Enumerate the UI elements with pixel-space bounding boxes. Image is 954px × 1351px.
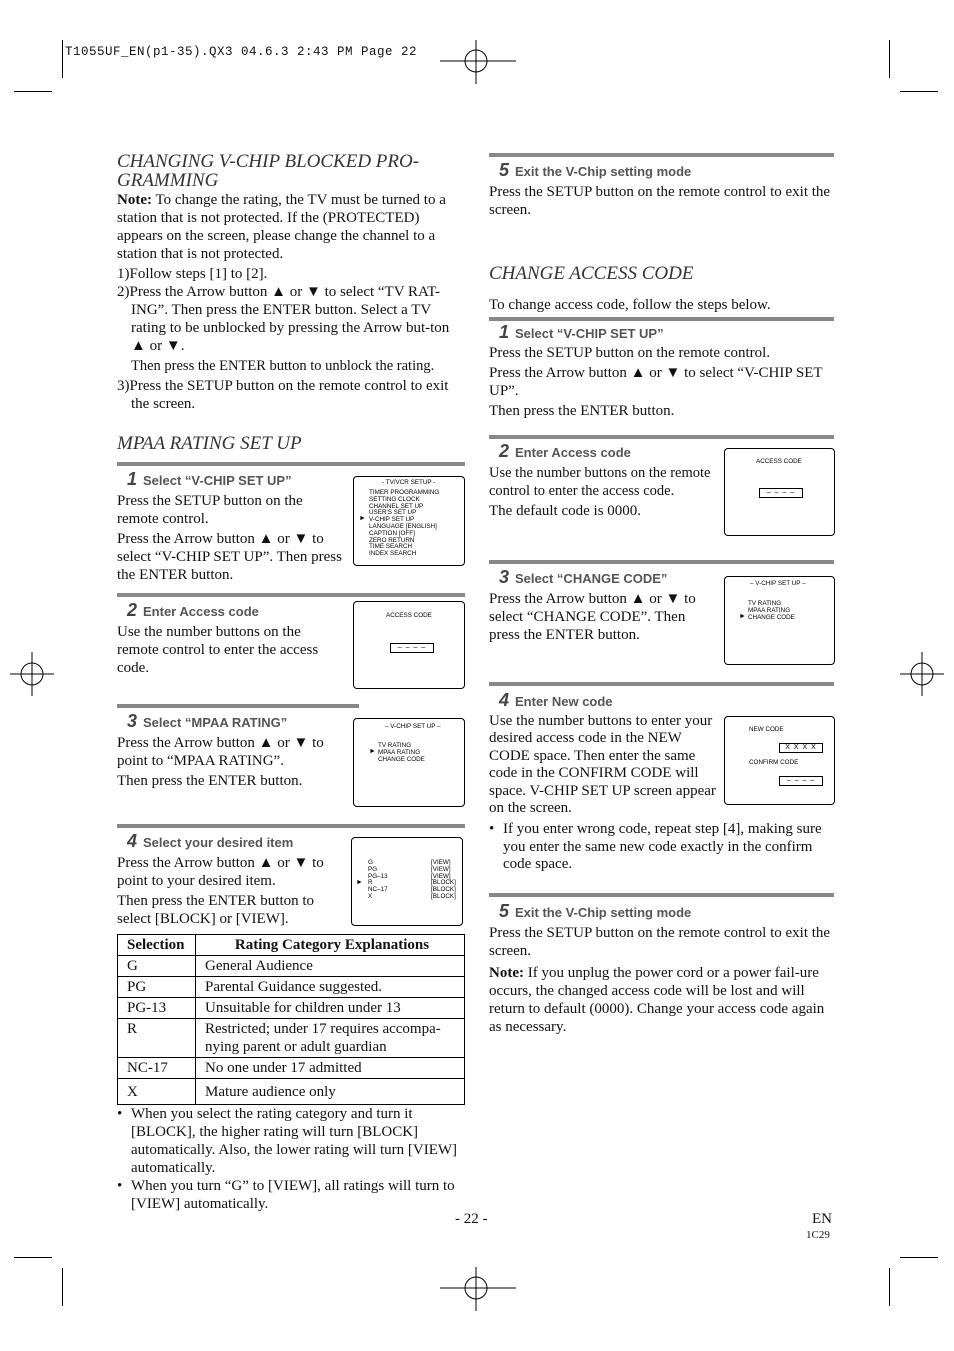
access-code-field: – – – – bbox=[759, 488, 803, 498]
mpaa-step1-bar bbox=[117, 462, 465, 466]
table-header-row: Selection Rating Category Explanations bbox=[118, 935, 465, 956]
change-step4-notes bbox=[489, 821, 834, 874]
rating-category-table bbox=[117, 934, 465, 1105]
change-note: Note: If you unplug the power cord or a power fail-ure occurs, the changed access code will be lost and will return to default (0000). Change your access code again as necessary. bbox=[489, 965, 825, 1035]
change-step1-text: Press the SETUP button on the remote control. Press the Arrow button ▲ or ▼ to select “V-CHIP SET UP”. Then press the ENTER button. bbox=[489, 345, 823, 419]
table-row: G General Audience bbox=[118, 956, 465, 977]
mpaa-step2-bar bbox=[117, 593, 465, 597]
mpaa-heading: MPAA RATING SET UP bbox=[117, 433, 302, 454]
changing-note: Note: To change the rating, the TV must be turned to a station that is not protected. If the (PROTECTED) appears on the screen, please change the channel to a station that is not protected. bbox=[117, 192, 446, 262]
table-row: R Restricted; under 17 requires accompa-nying parent or adult guardian bbox=[118, 1019, 465, 1058]
change-step5-bar bbox=[489, 893, 834, 897]
change-step2-text: Use the number buttons on the remote control to enter the access code. The default code is 0000. bbox=[489, 465, 711, 519]
cursor-arrow-icon: ► bbox=[359, 515, 366, 522]
change-step3-title: 3 Select “CHANGE CODE” bbox=[499, 567, 668, 587]
change-step3-bar bbox=[489, 560, 834, 564]
cursor-arrow-icon: ► bbox=[739, 613, 746, 620]
rating-notes-list bbox=[117, 1105, 465, 1213]
change-code-intro: To change access code, follow the steps below. bbox=[489, 297, 771, 313]
mpaa-step1-title: 1 Select “V-CHIP SET UP” bbox=[127, 469, 292, 489]
file-header: T1055UF_EN(p1-35).QX3 04.6.3 2:43 PM Page 22 bbox=[65, 45, 418, 59]
list-item: • When you turn “G” to [VIEW], all ratings will turn to [VIEW] automatically. bbox=[117, 1177, 465, 1213]
change-step1-bar bbox=[489, 317, 834, 321]
rating-values: [VIEW] [VIEW] [VIEW] [BLOCK] [BLOCK] [BLOCK] bbox=[431, 859, 456, 900]
changing-step-2b: Then press the ENTER button to unblock the rating. bbox=[131, 358, 435, 374]
change-step5-text: Press the SETUP button on the remote control to exit the screen. Note: If you unplug the power cord or a power fail-ure occurs, the changed access code will be lost and will return to default (0000). Change your access code again as necessary. bbox=[489, 924, 834, 1036]
table-row: PG-13 Unsuitable for children under 13 bbox=[118, 998, 465, 1019]
change-step4-title: 4 Enter New code bbox=[499, 690, 613, 710]
change-step2-bar bbox=[489, 435, 834, 439]
table-row: X Mature audience only bbox=[118, 1079, 465, 1105]
registration-mark-top bbox=[440, 40, 516, 84]
changing-step-1: 1)Follow steps [1] to [2]. bbox=[117, 266, 268, 282]
changing-step-2: 2)Press the Arrow button ▲ or ▼ to select “TV RAT-ING”. Then press the ENTER button. Select a TV rating to be unblocked by pressing the Arrow but-ton ▲ or ▼. bbox=[117, 284, 450, 354]
change-code-heading: CHANGE ACCESS CODE bbox=[489, 263, 694, 284]
language-label: EN bbox=[812, 1211, 832, 1227]
mpaa-step4-title: 4 Select your desired item bbox=[127, 831, 294, 851]
mpaa-step2-text: Use the number buttons on the remote control to enter the access code. bbox=[117, 624, 319, 676]
document-code: 1C29 bbox=[806, 1229, 830, 1241]
change-step4-text: Use the number buttons to enter your desired access code in the NEW CODE space. Then enter the same code in the CONFIRM CODE will space. V-CHIP SET UP screen appear on the screen. bbox=[489, 713, 716, 817]
changing-heading: CHANGING V-CHIP BLOCKED PRO- GRAMMING bbox=[117, 151, 420, 191]
mpaa-step2-title: 2 Enter Access code bbox=[127, 600, 259, 620]
changing-section bbox=[117, 191, 465, 413]
change-step3-text: Press the Arrow button ▲ or ▼ to select “CHANGE CODE”. Then press the ENTER button. bbox=[489, 591, 696, 643]
new-code-screen: NEW CODE X X X X CONFIRM CODE – – – – bbox=[724, 716, 835, 805]
rating-labels: G PG PG–13 R NC–17 X bbox=[368, 859, 388, 900]
changing-step-3: 3)Press the SETUP button on the remote control to exit the screen. bbox=[117, 378, 449, 412]
mpaa-step3-text: Press the Arrow button ▲ or ▼ to point to “MPAA RATING”. Then press the ENTER button. bbox=[117, 735, 324, 789]
setup-menu-list: TIMER PROGRAMMING SETTING CLOCK CHANNEL SET UP USER'S SET UP V-CHIP SET UP LANGUAGE [ENGLISH] CAPTION [OFF] ZERO RETURN TIME SEARCH INDEX SEARCH bbox=[369, 489, 440, 558]
mpaa-step3-title: 3 Select “MPAA RATING” bbox=[127, 711, 288, 731]
setup-menu-screen: - TV/VCR SETUP - TIMER PROGRAMMING SETTING CLOCK CHANNEL SET UP USER'S SET UP V-CHIP SET UP LANGUAGE [ENGLISH] CAPTION [OFF] ZERO RETURN TIME SEARCH INDEX SEARCH ► bbox=[353, 476, 465, 566]
registration-mark-bottom bbox=[440, 1267, 516, 1311]
access-code-screen-left: ACCESS CODE – – – – bbox=[353, 601, 465, 689]
mpaa-step3-bar bbox=[117, 704, 359, 708]
change-step1-title: 1 Select “V-CHIP SET UP” bbox=[499, 322, 664, 342]
mpaa-step4-text: Press the Arrow button ▲ or ▼ to point to your desired item. Then press the ENTER button to select [BLOCK] or [VIEW]. bbox=[117, 855, 324, 927]
access-code-screen-right: ACCESS CODE – – – – bbox=[724, 448, 835, 536]
mpaa-step4-bar bbox=[117, 824, 465, 828]
page-number: - 22 - bbox=[455, 1211, 488, 1227]
change-step4-bar bbox=[489, 682, 834, 686]
table-row: PG Parental Guidance suggested. bbox=[118, 977, 465, 998]
list-item: • If you enter wrong code, repeat step [4], making sure you enter the same new code exactly in the confirm code space. bbox=[489, 821, 834, 874]
list-item: • When you select the rating category and turn it [BLOCK], the higher rating will turn [BLOCK] automatically. Also, the lower rating will turn [VIEW] automatically. bbox=[117, 1105, 465, 1177]
exit-step-text-top: Press the SETUP button on the remote control to exit the screen. bbox=[489, 184, 831, 218]
exit-step-title-top: 5 Exit the V-Chip setting mode bbox=[499, 160, 692, 180]
access-code-field: – – – – bbox=[390, 643, 434, 653]
rating-list-screen bbox=[351, 837, 463, 926]
registration-mark-right bbox=[900, 652, 944, 696]
vchip-menu-screen-right: – V-CHIP SET UP – TV RATING MPAA RATING CHANGE CODE ► bbox=[724, 576, 835, 665]
mpaa-step1-text: Press the SETUP button on the remote control. Press the Arrow button ▲ or ▼ to select “V-CHIP SET UP”. Then press the ENTER button. bbox=[117, 493, 342, 583]
vchip-menu-screen-left: – V-CHIP SET UP – TV RATING MPAA RATING CHANGE CODE ► bbox=[353, 718, 465, 807]
new-code-field: X X X X bbox=[779, 743, 823, 753]
cursor-arrow-icon: ► bbox=[356, 879, 363, 886]
exit-step-bar-top bbox=[489, 153, 834, 157]
change-step5-title: 5 Exit the V-Chip setting mode bbox=[499, 901, 692, 921]
confirm-code-field: – – – – bbox=[779, 776, 823, 786]
registration-mark-left bbox=[10, 652, 54, 696]
change-step2-title: 2 Enter Access code bbox=[499, 441, 631, 461]
table-row: NC-17 No one under 17 admitted bbox=[118, 1058, 465, 1079]
cursor-arrow-icon: ► bbox=[369, 748, 376, 755]
